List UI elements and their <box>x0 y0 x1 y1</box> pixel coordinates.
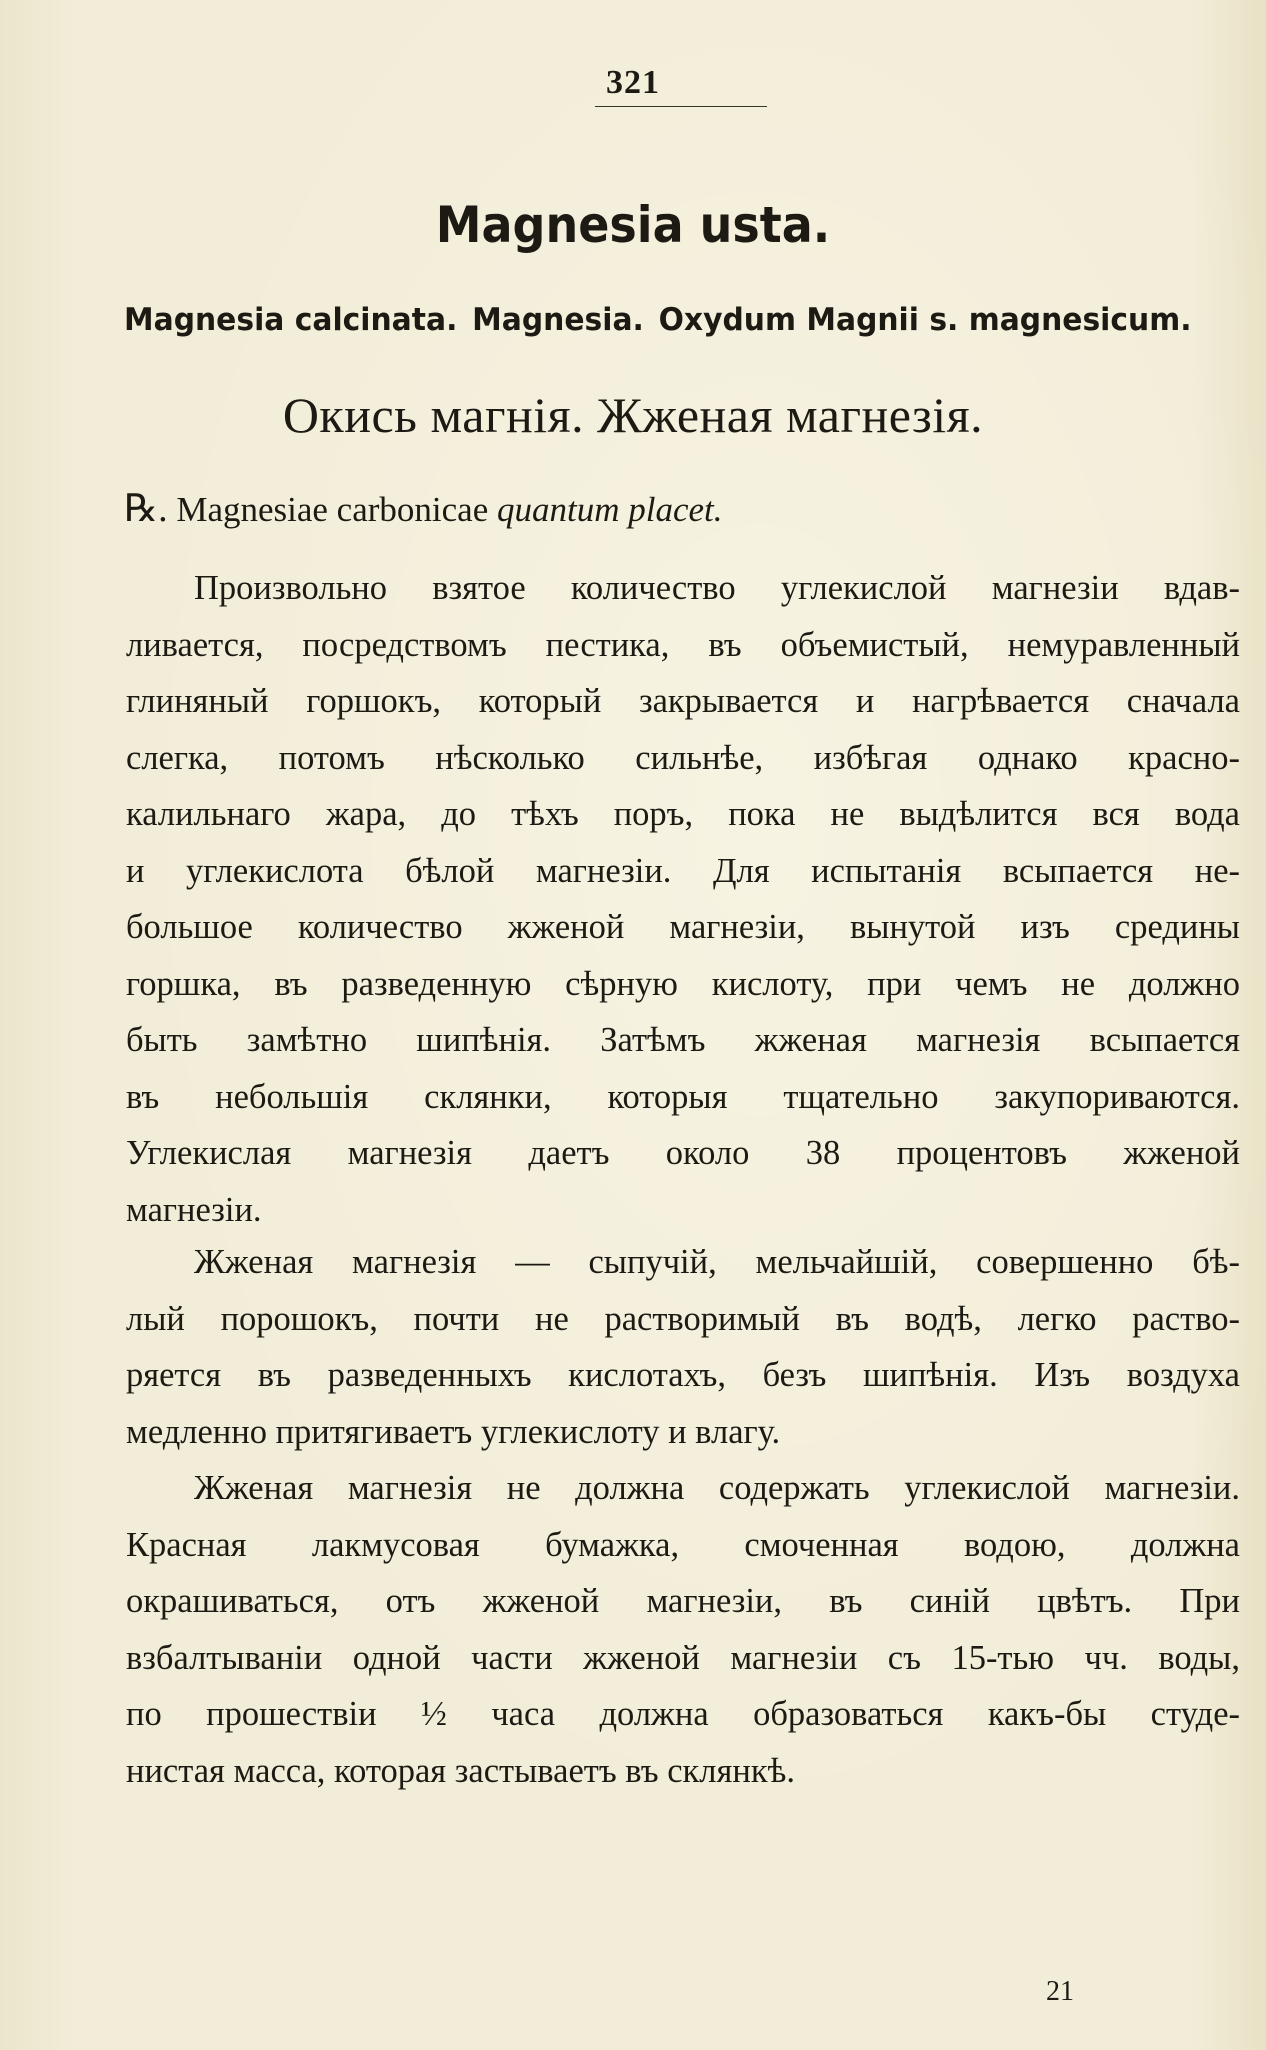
recipe-ingredient: Magnesiae carbonicae <box>176 490 489 529</box>
text-line: магнезіи. <box>126 1190 262 1229</box>
text-line: горшка, въ разведенную сѣрную кислоту, при чемъ не должно <box>126 964 1240 1003</box>
paragraph-properties <box>126 1234 1240 1460</box>
recipe-symbol: ℞. <box>124 488 168 530</box>
text-line: медленно притягиваетъ углекислоту и влагу. <box>126 1412 781 1451</box>
text-line: глиняный горшокъ, который закрывается и нагрѣвается сначала <box>126 682 1240 720</box>
article-title: Magnesia usta. <box>435 196 831 254</box>
recipe-line <box>124 486 723 531</box>
text-line: въ небольшія склянки, которыя тщательно закупориваются. <box>126 1077 1240 1116</box>
text-line: быть замѣтно шипѣнія. Затѣмъ жженая магнезія всыпается <box>126 1021 1240 1059</box>
text-line: Жженая магнезія не должна содержать углекислой магнезіи. <box>194 1469 1240 1507</box>
text-line: Жженая магнезія — сыпучій, мельчайшій, совершенно бѣ- <box>194 1243 1240 1281</box>
synonyms-line <box>124 302 1192 338</box>
text-line: Произвольно взятое количество углекислой магнезіи вдав- <box>194 569 1240 607</box>
text-line: по прошествіи ½ часа должна образоваться какъ-бы студе- <box>126 1695 1240 1733</box>
paragraph-preparation <box>126 560 1240 1238</box>
text-line: лый порошокъ, почти не растворимый въ водѣ, легко раство- <box>126 1299 1240 1338</box>
text-line: окрашиваться, отъ жженой магнезіи, въ синій цвѣтъ. При <box>126 1582 1240 1620</box>
text-line: калильнаго жара, до тѣхъ поръ, пока не выдѣлится вся вода <box>126 795 1240 833</box>
text-line: взбалтываніи одной части жженой магнезіи съ 15-тью чч. воды, <box>126 1638 1240 1677</box>
text-line: слегка, потомъ нѣсколько сильнѣе, избѣгая однако красно- <box>126 738 1240 777</box>
synonym: Magnesia calcinata. <box>124 302 458 338</box>
header-rule <box>595 106 767 107</box>
text-line: ливается, посредствомъ пестика, въ объемистый, немуравленный <box>126 625 1240 664</box>
text-line: большое количество жженой магнезіи, вынутой изъ средины <box>126 908 1240 946</box>
recipe-quantity: quantum placet. <box>497 490 723 529</box>
text-line: нистая масса, которая застываетъ въ склянкѣ. <box>126 1751 795 1790</box>
text-line: ряется въ разведенныхъ кислотахъ, безъ шипѣнія. Изъ воздуха <box>126 1356 1240 1394</box>
text-line: Углекислая магнезія даетъ около 38 процентовъ жженой <box>126 1134 1240 1172</box>
page-number: 321 <box>606 64 660 101</box>
text-line: Красная лакмусовая бумажка, смоченная водою, должна <box>126 1525 1240 1564</box>
synonym: Magnesia. <box>472 302 644 338</box>
paragraph-tests <box>126 1460 1240 1799</box>
signature-number: 21 <box>1046 1976 1074 2007</box>
text-line: и углекислота бѣлой магнезіи. Для испытанія всыпается не- <box>126 851 1240 890</box>
russian-title: Окись магнія. Жженая магнезія. <box>282 387 984 443</box>
synonym: Oxydum Magnii s. magnesicum. <box>658 302 1192 338</box>
